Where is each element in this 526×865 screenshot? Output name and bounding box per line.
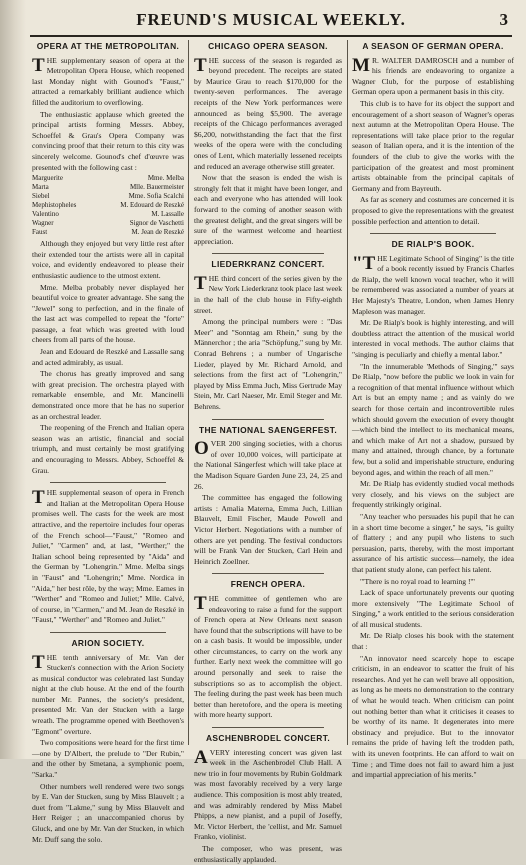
article-paragraph: As far as scenery and costumes are concerned it is proposed to give the representations with the greatest possible perfection and attention to detail. bbox=[352, 195, 514, 226]
article-paragraph: Although they enjoyed but very little rest after their extended tour the artists were all in capital voice, and evidently endeavored to please their enthusiastic audience to the utmost extent. bbox=[32, 239, 184, 280]
article-paragraph: THE supplemental season of opera in French and Italian at the Metropolitan Opera House promises well. The casts for the week are most attractive, and the repertoire includes four operas of the French school—"Faust," "Romeo and Juliet," "Carmen" and, at last, "Werther;" the Italian school being represented by "Aida" and the German by "Lohengrin." Mme. Melba sings in "Faust" and "Lohengrin;" Mme. Nordica in "Aida," her best rôle, by the way; Mme. Eames in "Werther" and "Romeo and Juliet;" Mlle. Calvé, of course, in "Carmen," and M. Jean de Reszké in "Faust," "Werther" and "Romeo and Juliet." bbox=[32, 487, 184, 625]
drop-cap: T bbox=[194, 272, 207, 294]
article-paragraph: THE success of the season is regarded as beyond precedent. The receipts are stated by Maurice Grau to reach $170,000 for the twenty-seven performances. The average receipts of the New York performances were announced as being $5,900. The average receipts of the Chicago performances averaged $6,200, notwithstanding the fact that the first weeks of the opera were with the concluding ones of Lent, which materially lessened receipts and reduced an average otherwise still greater. bbox=[194, 54, 342, 171]
section-separator bbox=[50, 632, 166, 633]
cast-row: Siebel Mme. Sofia Scalchi bbox=[32, 192, 184, 201]
cast-list bbox=[32, 174, 184, 237]
article-paragraph: M R. WALTER DAMROSCH and a number of his friends are endeavoring to organize a Wagner Club, for the purpose of establishing German opera upon a permanent basis in this city. bbox=[352, 54, 514, 97]
binding-edge bbox=[0, 0, 26, 759]
column-left bbox=[32, 40, 184, 844]
article-paragraph: The enthusiastic applause which greeted the principal artists forming Messrs. Abbey, Schoeffel & Grau's Opera Company was convincing proof that their return to this city was sincerely welcome. Gounod's chef d'œuvre was presented with the following cast : bbox=[32, 109, 184, 172]
article-heading-saengerfest: THE NATIONAL SAENGERFEST. bbox=[198, 424, 338, 435]
article-paragraph: The chorus has greatly improved and sang with great precision. The orchestra played with remarkable ensemble, and Mr. Mancinelli demonstrated once more that he has no superior as an orchestral leader. bbox=[32, 369, 184, 421]
cast-row: Valentino M. Lassalle bbox=[32, 210, 184, 219]
article-paragraph: A VERY interesting concert was given last week in the Aschenbrodel Club Hall. A new trio in four movements by Rubin Goldmark was most favorably received by a very large audience. This composition is most ably treated, and was admirably rendered by Miss Mabel Phipps, a new pianist, and a pupil of Joseffy, Mr. Victor Herbert, the 'cellist, and Mr. Samuel Franko, violinist. bbox=[194, 746, 342, 842]
article-heading-french-opera: FRENCH OPERA. bbox=[230, 579, 306, 590]
article-paragraph: Mr. De Rialp's book is highly interesting, and will doubtless attract the attention of the musical world interested in vocal methods. The author claims that "singing is peculiarly and chiefly a mental labor." bbox=[352, 318, 514, 360]
page-number: 3 bbox=[499, 10, 508, 29]
drop-cap: A bbox=[194, 746, 208, 768]
publication-title: FREUND'S MUSICAL WEEKLY. bbox=[136, 10, 406, 29]
article-paragraph: THE tenth anniversary of Mr. Van der Stucken's connection with the Arion Society as musical conductor was celebrated last Sunday night at the club house. At the end of the fourth number Mr. Pannes, the society's president, presented Mr. Van der Stucken with a large wreath. The programme opened with Beethoven's "Egmont" overture. bbox=[32, 651, 184, 736]
article-paragraph: THE third concert of the series given by the New York Liederkranz took place last week in the hall of the club house in Fifty-eighth street. bbox=[194, 272, 342, 315]
article-heading-aschenbrodel: ASCHENBRODEL CONCERT. bbox=[205, 733, 331, 744]
article-paragraph: The reopening of the French and Italian opera season was an artistic, financial and social triumph, and must certainly be most gratifying and encouraging to Messrs. Abbey, Schoeffel & Grau. bbox=[32, 423, 184, 475]
article-heading-de-rialp: DE RIALP'S BOOK. bbox=[391, 239, 475, 250]
cast-row: Mephistopheles M. Edouard de Reszké bbox=[32, 201, 184, 210]
masthead bbox=[30, 6, 512, 36]
header-rule bbox=[30, 35, 512, 37]
article-heading-arion-society: ARION SOCIETY. bbox=[71, 637, 145, 648]
article-paragraph: THE supplementary season of opera at the Metropolitan Opera House, which reopened last Monday night with Gounod's "Faust," attracted a remarkably brilliant audience which filled the auditorium to overflowing. bbox=[32, 54, 184, 107]
article-paragraph: Lack of space unfortunately prevents our quoting more extensively "The Legitimate School of Singing," a work entitled to the serious consideration of all musical students. bbox=[352, 588, 514, 629]
article-paragraph: "'There is no royal road to learning !'" bbox=[360, 576, 476, 586]
section-separator bbox=[50, 482, 166, 483]
article-paragraph: "In the innumerable 'Methods of Singing,'" says De Rialp, "now before the public we look in vain for a recognition of that mental influence without which Art is but an empty name ; and as vainly do we search for those certain and incontrovertible rules which should govern the execution of every thought—which bind the intellect to its mechanical means, and which make of Art not a shadow, pursued by many and attained, through chance, by a fortunate few, but a solid and imperishable structure, enduring beyond ages, and within the reach of all men." bbox=[352, 361, 514, 477]
article-paragraph: The composer, who was present, was enthusiastically applauded. bbox=[194, 843, 342, 864]
drop-cap: T bbox=[32, 487, 45, 509]
article-heading-opera-metropolitan: OPERA AT THE METROPOLITAN. bbox=[36, 41, 180, 51]
drop-cap: O bbox=[194, 438, 209, 460]
article-paragraph: Mme. Melba probably never displayed her beautiful voice to greater advantage. She sang the "Jewel" song to perfection, and in the finale of the last act was compelled to repeat the "forte" passage, a feat which was greeted with loud cheers from all parts of the house. bbox=[32, 282, 184, 345]
article-paragraph: This club is to have for its object the support and encouragement of a short season of Wagner's operas next autumn at the Metropolitan Opera House. The representations will take place prior to the regular season of Italian opera, and it is the intention of the founders of the club to give the works with the participation of the greatest and most prominent artists obtainable from the principal capitals of Germany and from Bayreuth. bbox=[352, 98, 514, 193]
cast-row: Marta Mlle. Bauermeister bbox=[32, 183, 184, 192]
column-middle bbox=[194, 40, 342, 864]
section-separator bbox=[212, 727, 324, 728]
column-divider bbox=[347, 40, 348, 745]
article-heading-german-opera: A SEASON OF GERMAN OPERA. bbox=[362, 41, 504, 51]
drop-cap: T bbox=[194, 592, 207, 614]
section-separator bbox=[212, 419, 324, 420]
drop-cap: T bbox=[194, 54, 207, 76]
article-paragraph: OVER 200 singing societies, with a chorus of over 10,000 voices, will participate at the National Sängerfest which will take place at the Madison Square Garden June 23, 24, 25 and 26. bbox=[194, 438, 342, 491]
article-paragraph: Two compositions were heard for the first time—one by D'Albert, the prelude to "Der Rubin," and the other by Smetana, a symphonic poem, "Sarka." bbox=[32, 738, 184, 780]
cast-row: Marguerite Mme. Melba bbox=[32, 174, 184, 183]
section-separator bbox=[212, 253, 324, 254]
column-divider bbox=[188, 40, 189, 745]
cast-row: Faust M. Jean de Reszké bbox=[32, 228, 184, 237]
article-heading-liederkranz: LIEDERKRANZ CONCERT. bbox=[211, 259, 325, 270]
article-paragraph: Mr. De Rialp has evidently studied vocal methods very closely, and his views on the subject are frequently strikingly original. bbox=[352, 479, 514, 510]
column-right bbox=[352, 40, 514, 780]
article-paragraph: "Any teacher who persuades his pupil that he can in a short time become a singer," he says, "is guilty of flattery ; and any pupil who listens to such persuasion, parts, thereby, with the most important assurance of his artistic success—namely, the idea that patient study alone, can perfect his talent. bbox=[352, 511, 514, 574]
article-paragraph: Other numbers well rendered were two songs by E. Van der Stucken, sung by Miss Blauvelt ; a duet from "Lakme," sung by Miss Blauvelt and Herr Reiger ; an unaccompanied chorus by Gluck, and one by Mr. Van der Stucken, in which Mr. Duff sang the solo. bbox=[32, 781, 184, 844]
drop-cap: T bbox=[32, 54, 45, 76]
article-paragraph: "THE Legitimate School of Singing" is the title of a book recently issued by Francis Charles de Rialp, the well known vocal teacher, who it will be remembered was associated a number of years at Her Majesty's Theatre, London, when James Henry Mapleson was manager. bbox=[352, 252, 514, 316]
article-paragraph: Jean and Edouard de Reszké and Lassalle sang and acted admirably, as usual. bbox=[32, 347, 184, 367]
section-separator bbox=[370, 233, 496, 234]
cast-row: Wagner Signor de Vaschetti bbox=[32, 219, 184, 228]
section-separator bbox=[212, 573, 324, 574]
article-paragraph: Among the principal numbers were : "Das Meer" and "Sonntag am Rhein," sung by the Männerchor ; the aria "Schöpfung," sung by Mr. Conrad Behrens ; a number of Ungarische Lieder, played by Mr. Richard Arnold, and selections from the first act of "Lohengrin," played by Miss Emma Juch, Miss Gertrude May Stein, Mr. Carl Naeser, Mr. Emil Steger and Mr. Behrens. bbox=[194, 317, 342, 411]
article-paragraph: "An innovator need scarcely hope to escape criticism, in an endeavor to scatter the fruit of his researches. And yet he can well brave all opposition, as long as he meets no demonstration to the contrary of what he would teach. When criticism can point out nothing better than what it criticises it ceases to be worthy of its name. It degenerates into mere obstinacy and prejudice. But to the innovator remains the pride of having left the trodden path, with its uneven footprints. He can afford to wait on Time ; and Time does not fail to award him a just and impartial appreciation of his merits." bbox=[352, 653, 514, 780]
drop-cap: T bbox=[32, 651, 45, 673]
article-heading-chicago-opera: CHICAGO OPERA SEASON. bbox=[208, 41, 328, 51]
drop-cap: "T bbox=[352, 252, 376, 274]
article-paragraph: Mr. De Rialp closes his book with the statement that : bbox=[352, 631, 514, 652]
article-paragraph: The committee has engaged the following artists : Amalia Materna, Emma Juch, Lillian Blauvelt, Emil Fischer, Maude Powell and Victor Herbert. Negotiations with a number of others are yet pending. The festival conductors will be Frank Van der Stucken, Carl Hein and Heinrich Zoellner. bbox=[194, 493, 342, 566]
article-paragraph: THE committee of gentlemen who are endeavoring to raise a fund for the support of French opera at New Orleans next season have found that the subscriptions will have to be on a cash basis. It would be impossible, under other circumstances, to carry on the work any further. Early next week the committee will go around personally and seek to raise the subscriptions so as to accomplish the object. The feeling during the past week has been much better than heretofore, and the opera is meeting with more hearty support. bbox=[194, 592, 342, 720]
article-paragraph: Now that the season is ended the wish is strongly felt that it might have been longer, and each and everyone who has attended will look forward to the coming of another season with the greatest delight, and the great singers will be sure of the warmest welcome and heartiest appreciation. bbox=[194, 173, 342, 246]
drop-cap: M bbox=[352, 54, 370, 76]
